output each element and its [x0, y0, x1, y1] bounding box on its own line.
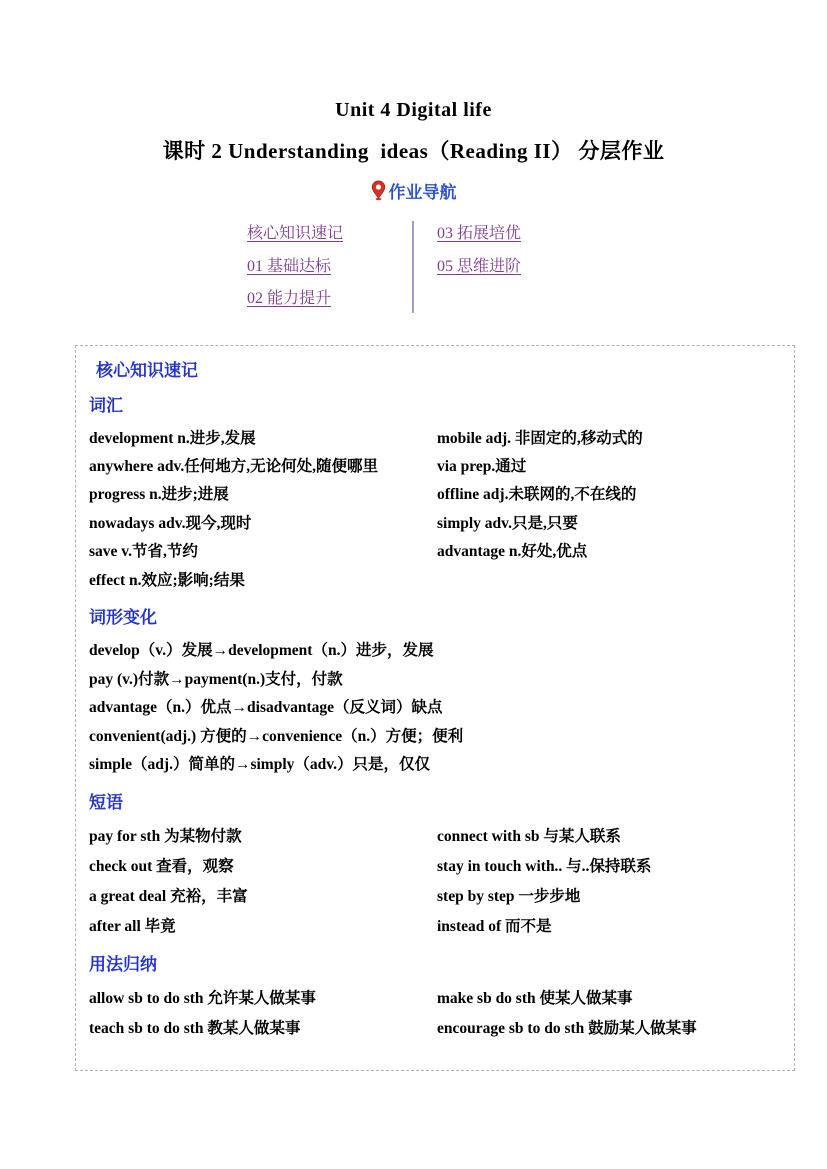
phrase-row: [89, 912, 782, 942]
phrase-item: step by step 一步步地: [437, 887, 581, 905]
page-title: Unit 4 Digital life: [335, 99, 492, 121]
nav-column-left: [247, 218, 412, 316]
usage-item: make sb do sth 使某人做某事: [437, 989, 633, 1007]
word-form-line: develop（v.）发展→development（n.）进步，发展: [89, 641, 434, 659]
phrase-item: pay for sth 为某物付款: [89, 827, 242, 845]
section-heading-phrases: 短语: [89, 792, 123, 812]
section-heading-usage: 用法归纳: [89, 954, 157, 974]
section-heading-word-forms: 词形变化: [89, 607, 157, 627]
vocab-item: effect n.效应;影响;结果: [89, 571, 245, 589]
phrase-rows: [89, 822, 782, 942]
phrase-item: stay in touch with.. 与..保持联系: [437, 857, 652, 875]
vocab-row: [89, 567, 782, 595]
vocab-row: [89, 538, 782, 566]
phrase-item: instead of 而不是: [437, 917, 552, 935]
panel-title: 核心知识速记: [96, 360, 198, 380]
vocab-item: [437, 567, 782, 595]
nav-column-right: [414, 218, 521, 316]
vocab-item: anywhere adv.任何地方,无论何处,随便哪里: [89, 457, 379, 475]
vocab-item: progress n.进步;进展: [89, 486, 229, 504]
vocab-item: simply adv.只是,只要: [437, 514, 578, 532]
vocab-row: [89, 510, 782, 538]
nav-link-01-basics[interactable]: 01 基础达标: [247, 257, 332, 275]
vocab-row: [89, 453, 782, 481]
vocab-item: development n.进步,发展: [89, 429, 256, 447]
phrase-item: a great deal 充裕，丰富: [89, 887, 248, 905]
usage-item: encourage sb to do sth 鼓励某人做某事: [437, 1019, 697, 1037]
vocab-row: [89, 481, 782, 509]
phrase-item: connect with sb 与某人联系: [437, 827, 621, 845]
core-knowledge-panel: [75, 345, 795, 1071]
nav-link-core-knowledge[interactable]: 核心知识速记: [247, 225, 344, 242]
vocab-row: [89, 425, 782, 453]
usage-row: [89, 984, 782, 1014]
phrase-row: [89, 852, 782, 882]
nav-header: [0, 178, 827, 203]
word-form-line: convenient(adj.) 方便的→convenience（n.）方便；便利: [89, 727, 464, 745]
nav-title: 作业导航: [388, 183, 457, 202]
location-pin-icon: [371, 180, 386, 201]
vocab-item: nowadays adv.现今,现时: [89, 514, 252, 532]
phrase-row: [89, 882, 782, 912]
page-subtitle: 课时 2 Understanding ideas（Reading II） 分层作业: [162, 139, 665, 163]
phrase-row: [89, 822, 782, 852]
section-heading-vocab: 词汇: [89, 395, 123, 415]
nav-links: [247, 218, 827, 316]
vocab-rows: [89, 425, 782, 595]
nav-link-02-ability[interactable]: 02 能力提升: [247, 290, 332, 307]
usage-row: [89, 1014, 782, 1044]
nav-link-05-thinking[interactable]: 05 思维进阶: [437, 257, 522, 275]
vocab-item: save v.节省,节约: [89, 543, 198, 561]
vocab-item: mobile adj. 非固定的,移动式的: [437, 429, 643, 447]
word-form-line: advantage（n.）优点→disadvantage（反义词）缺点: [89, 699, 443, 717]
usage-item: teach sb to do sth 教某人做某事: [89, 1019, 301, 1037]
usage-item: allow sb to do sth 允许某人做某事: [89, 989, 316, 1007]
vocab-item: via prep.通过: [437, 457, 527, 475]
phrase-item: check out 查看，观察: [89, 857, 234, 875]
vocab-item: offline adj.未联网的,不在线的: [437, 486, 637, 504]
word-form-line: simple（adj.）简单的→simply（adv.）只是，仅仅: [89, 756, 431, 774]
usage-rows: [89, 984, 782, 1044]
word-form-rows: [89, 637, 782, 780]
word-form-line: pay (v.)付款→payment(n.)支付，付款: [89, 670, 343, 688]
phrase-item: after all 毕竟: [89, 917, 176, 935]
nav-link-03-extension[interactable]: 03 拓展培优: [437, 225, 522, 242]
vocab-item: advantage n.好处,优点: [437, 543, 588, 561]
